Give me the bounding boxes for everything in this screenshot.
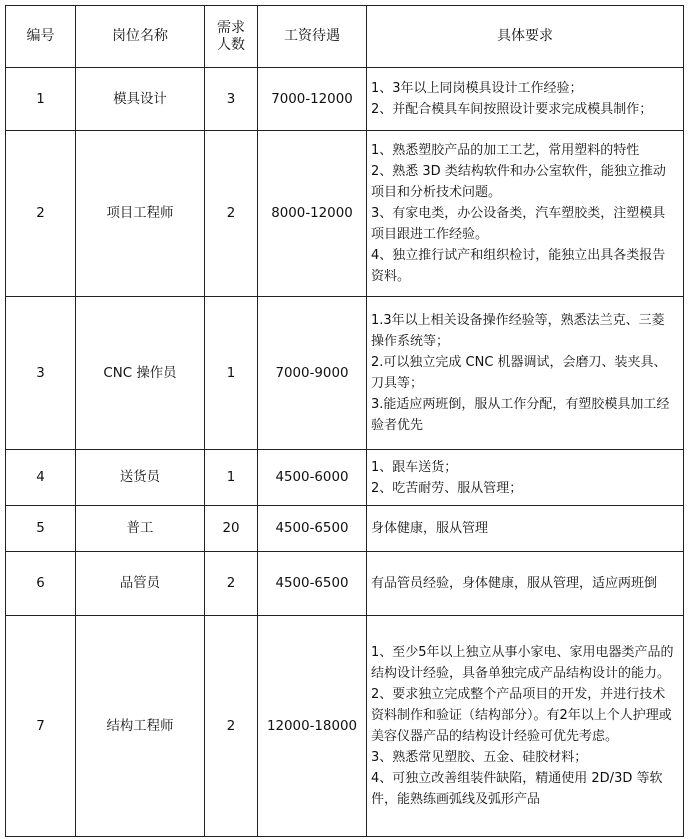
cell-requirements	[367, 616, 684, 837]
cell-position: 普工	[76, 506, 205, 552]
cell-salary: 7000-12000	[258, 68, 367, 131]
cell-position: 结构工程师	[76, 616, 205, 837]
table-row	[6, 506, 684, 552]
cell-salary: 12000-18000	[258, 616, 367, 837]
header-row	[6, 6, 684, 68]
header-headcount	[205, 6, 258, 68]
requirement-line: 1、3年以上同岗模具设计工作经验；	[371, 81, 583, 96]
requirement-line: 2、熟悉 3D 类结构软件和办公室软件，能独立推动项目和分析技术问题。	[371, 164, 666, 200]
header-requirements: 具体要求	[367, 6, 684, 68]
cell-headcount: 1	[205, 450, 258, 506]
cell-id: 7	[6, 616, 76, 837]
cell-id: 2	[6, 131, 76, 297]
table-row	[6, 131, 684, 297]
requirement-line: 4、独立推行试产和组织检讨，能独立出具各类报告资料。	[371, 248, 666, 284]
cell-requirements	[367, 68, 684, 131]
cell-position: 模具设计	[76, 68, 205, 131]
requirement-line: 2.可以独立完成 CNC 机器调试，会磨刀、装夹具、刀具等；	[371, 355, 667, 391]
table-row	[6, 616, 684, 837]
cell-salary: 8000-12000	[258, 131, 367, 297]
requirement-line: 有品管员经验，身体健康，服从管理，适应两班倒	[371, 576, 658, 591]
cell-position: CNC 操作员	[76, 297, 205, 450]
cell-requirements	[367, 552, 684, 616]
cell-headcount: 2	[205, 131, 258, 297]
cell-headcount: 20	[205, 506, 258, 552]
cell-salary: 4500-6500	[258, 552, 367, 616]
cell-headcount: 1	[205, 297, 258, 450]
cell-salary: 4500-6000	[258, 450, 367, 506]
cell-headcount: 2	[205, 616, 258, 837]
table-row	[6, 297, 684, 450]
cell-position: 送货员	[76, 450, 205, 506]
cell-requirements	[367, 297, 684, 450]
cell-salary: 7000-9000	[258, 297, 367, 450]
requirement-line: 4、可独立改善组装件缺陷，精通使用 2D/3D 等软件，能熟练画弧线及弧形产品	[371, 771, 663, 807]
header-id: 编号	[6, 6, 76, 68]
requirement-line: 2、并配合模具车间按照设计要求完成模具制作；	[371, 102, 653, 117]
cell-id: 3	[6, 297, 76, 450]
requirement-line: 2、要求独立完成整个产品项目的开发，并进行技术资料制作和验证（结构部分）。有2年以上个人护理或美容仪器产品的结构设计经验可优先考虑。	[371, 687, 672, 744]
requirement-line: 2、吃苦耐劳、服从管理；	[371, 480, 523, 496]
table-row	[6, 450, 684, 506]
requirement-line: 身体健康，服从管理	[371, 521, 489, 536]
requirement-line: 3、有家电类，办公设备类，汽车塑胶类，注塑模具项目跟进工作经验。	[371, 206, 666, 242]
header-headcount-line1: 需求	[217, 19, 245, 36]
cell-id: 5	[6, 506, 76, 552]
job-openings-table	[5, 5, 684, 837]
table-row	[6, 68, 684, 131]
requirement-line: 3、熟悉常见塑胶、五金、硅胶材料；	[371, 750, 588, 765]
cell-id: 1	[6, 68, 76, 131]
cell-requirements	[367, 131, 684, 297]
table-row	[6, 552, 684, 616]
requirement-line: 3.能适应两班倒，服从工作分配，有塑胶模具加工经验者优先	[371, 397, 670, 433]
cell-requirements	[367, 506, 684, 552]
cell-position: 品管员	[76, 552, 205, 616]
header-salary: 工资待遇	[258, 6, 367, 68]
cell-position: 项目工程师	[76, 131, 205, 297]
requirement-line: 1.3年以上相关设备操作经验等，熟悉法兰克、三菱操作系统等；	[371, 313, 665, 349]
header-headcount-line2: 人数	[217, 36, 245, 53]
cell-requirements	[367, 450, 684, 506]
header-position: 岗位名称	[76, 6, 205, 68]
cell-salary: 4500-6500	[258, 506, 367, 552]
cell-id: 4	[6, 450, 76, 506]
cell-headcount: 3	[205, 68, 258, 131]
requirement-line: 1、熟悉塑胶产品的加工工艺，常用塑料的特性	[371, 143, 640, 158]
cell-id: 6	[6, 552, 76, 616]
requirement-line: 1、至少5年以上独立从事小家电、家用电器类产品的结构设计经验，具备单独完成产品结构设计的能力。	[371, 645, 674, 681]
cell-headcount: 2	[205, 552, 258, 616]
requirement-line: 1、跟车送货；	[371, 459, 458, 475]
table-body	[6, 68, 684, 837]
